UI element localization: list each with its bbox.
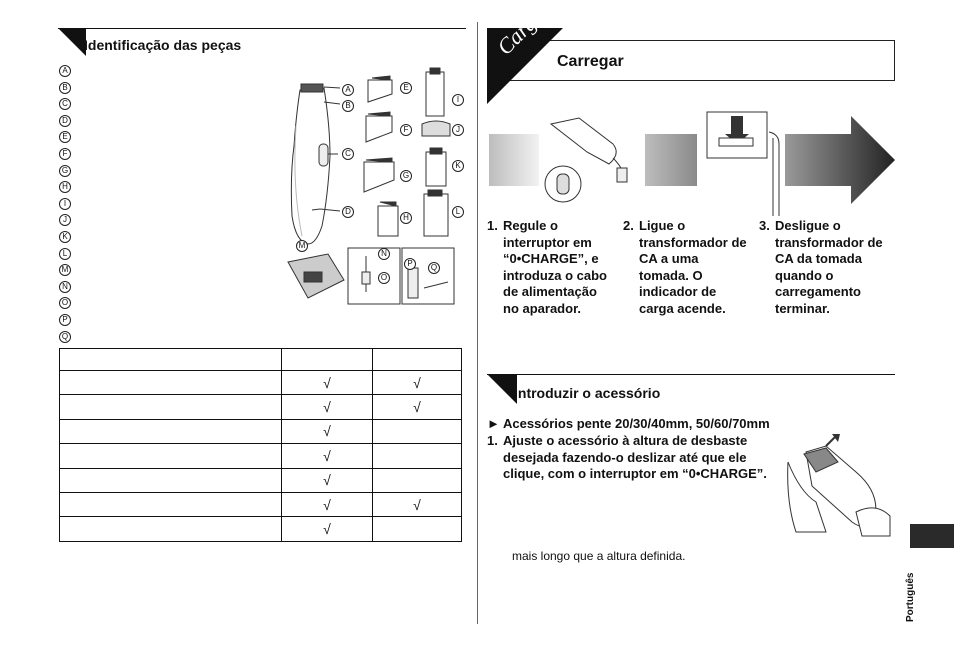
table-cell xyxy=(60,419,282,443)
step-number: 1. xyxy=(487,433,498,448)
part-letter: P xyxy=(59,314,71,326)
diagram-callout: P xyxy=(404,258,416,270)
step-text-line: de alimentação xyxy=(503,284,597,299)
table-cell xyxy=(60,492,282,516)
step-text-line: desejada fazendo-o deslizar até que ele xyxy=(503,449,747,465)
step-text-line: quando o xyxy=(775,267,834,283)
accessory-note: mais longo que a altura definida. xyxy=(512,549,686,563)
table-row xyxy=(60,419,462,443)
part-letter: N xyxy=(59,281,71,293)
carga-label: Carga xyxy=(492,2,549,60)
part-letter: Q xyxy=(59,331,71,343)
diagram-callout: J xyxy=(452,124,464,136)
language-tab xyxy=(910,524,954,548)
step-arrow-2 xyxy=(645,134,697,186)
diagram-callout: C xyxy=(342,148,354,160)
accessory-illustration xyxy=(786,432,896,538)
step-text-line: transformador de xyxy=(775,234,883,250)
part-letter: G xyxy=(59,165,71,177)
section-title-accessory: Introduzir o acessório xyxy=(514,385,661,401)
step-number: 3. xyxy=(759,218,770,233)
step-text-line: Ligue o xyxy=(639,218,686,233)
table-row xyxy=(60,371,462,395)
header-corner-triangle xyxy=(58,28,86,56)
charging-step-2 xyxy=(623,218,757,328)
table-cell: √ xyxy=(373,371,462,395)
table-cell: √ xyxy=(373,395,462,419)
diagram-callout: O xyxy=(378,272,390,284)
table-cell xyxy=(373,517,462,541)
step-text-line: terminar. xyxy=(775,300,830,316)
table-cell xyxy=(60,468,282,492)
diagram-callout: Q xyxy=(428,262,440,274)
diagram-callout: M xyxy=(296,240,308,252)
charging-step-1 xyxy=(487,218,621,328)
section-title-charging: Carregar xyxy=(557,53,624,70)
part-letter: O xyxy=(59,297,71,309)
table-header-row xyxy=(60,349,462,371)
diagram-callout: I xyxy=(452,94,464,106)
step-text-line: tomada. O xyxy=(639,267,703,283)
diagram-callout: D xyxy=(342,206,354,218)
step-text-line: CA a uma xyxy=(639,251,699,266)
header-corner-triangle xyxy=(487,374,517,404)
step-text-line: transformador de xyxy=(639,234,747,250)
table-cell: √ xyxy=(282,371,373,395)
part-letter: I xyxy=(59,198,71,210)
step-arrow-1 xyxy=(489,134,539,186)
part-letter: K xyxy=(59,231,71,243)
table-cell xyxy=(373,419,462,443)
part-letter-list xyxy=(59,65,79,345)
diagram-callout: N xyxy=(378,248,390,260)
language-label: Português xyxy=(905,572,916,622)
diagram-callout: K xyxy=(452,160,464,172)
table-cell xyxy=(60,371,282,395)
section-title-parts: Identificação das peças xyxy=(84,37,242,53)
table-row xyxy=(60,468,462,492)
step-text-line: “0•CHARGE”, e xyxy=(503,251,599,266)
table-cell xyxy=(60,517,282,541)
part-letter: D xyxy=(59,115,71,127)
part-letter: L xyxy=(59,248,71,260)
table-header-cell xyxy=(60,349,282,371)
charging-steps xyxy=(487,218,897,328)
part-letter: A xyxy=(59,65,71,77)
step-text-line: Ajuste o acessório à altura de desbaste xyxy=(503,433,748,448)
part-letter: C xyxy=(59,98,71,110)
table-cell: √ xyxy=(282,468,373,492)
diagram-callout-layer xyxy=(268,66,468,346)
table-cell: √ xyxy=(282,444,373,468)
step-text-line: carga acende. xyxy=(639,300,726,316)
accessory-table xyxy=(59,348,462,542)
charging-illustration xyxy=(487,104,897,216)
part-letter: B xyxy=(59,82,71,94)
step-text xyxy=(775,218,883,317)
column-divider xyxy=(477,22,478,624)
table-row xyxy=(60,492,462,516)
table-cell xyxy=(373,444,462,468)
diagram-callout: E xyxy=(400,82,412,94)
step-number: 2. xyxy=(623,218,634,233)
table-header-cell xyxy=(282,349,373,371)
table-cell: √ xyxy=(282,395,373,419)
header-rule xyxy=(58,28,466,29)
table-cell: √ xyxy=(373,492,462,516)
header-rule xyxy=(487,374,895,375)
diagram-callout: G xyxy=(400,170,412,182)
step-text xyxy=(503,218,607,317)
step-number: 1. xyxy=(487,218,498,233)
table-cell: √ xyxy=(282,419,373,443)
accessory-bullet: ► Acessórios pente 20/30/40mm, 50/60/70mm xyxy=(487,416,770,431)
table-cell xyxy=(60,444,282,468)
table-cell xyxy=(60,395,282,419)
step-text-line: CA da tomada xyxy=(775,251,862,266)
part-letter: H xyxy=(59,181,71,193)
table-row xyxy=(60,517,462,541)
step-text-line: indicador de xyxy=(639,284,717,299)
part-letter: J xyxy=(59,214,71,226)
diagram-callout: L xyxy=(452,206,464,218)
step-arrow-3 xyxy=(785,116,895,204)
step-text-line: Regule o xyxy=(503,218,558,233)
diagram-callout: H xyxy=(400,212,412,224)
step-text-line: Desligue o xyxy=(775,218,841,233)
step-text xyxy=(503,433,767,483)
diagram-callout: A xyxy=(342,84,354,96)
diagram-callout: F xyxy=(400,124,412,136)
table-cell: √ xyxy=(282,517,373,541)
table-row xyxy=(60,444,462,468)
table-cell xyxy=(373,468,462,492)
table-row xyxy=(60,395,462,419)
table-cell: √ xyxy=(282,492,373,516)
step-text-line: clique, com o interruptor em “0•CHARGE”. xyxy=(503,466,767,481)
step-text-line: carregamento xyxy=(775,284,861,299)
charging-step-3 xyxy=(759,218,893,328)
table-header-cell xyxy=(373,349,462,371)
part-letter: E xyxy=(59,131,71,143)
diagram-callout: B xyxy=(342,100,354,112)
part-letter: M xyxy=(59,264,71,276)
step-text-line: introduza o cabo xyxy=(503,267,607,283)
step-text-line: no aparador. xyxy=(503,300,582,316)
step-text-line: interruptor em xyxy=(503,234,592,250)
accessory-step xyxy=(487,433,787,485)
step-text xyxy=(639,218,747,317)
part-letter: F xyxy=(59,148,71,160)
